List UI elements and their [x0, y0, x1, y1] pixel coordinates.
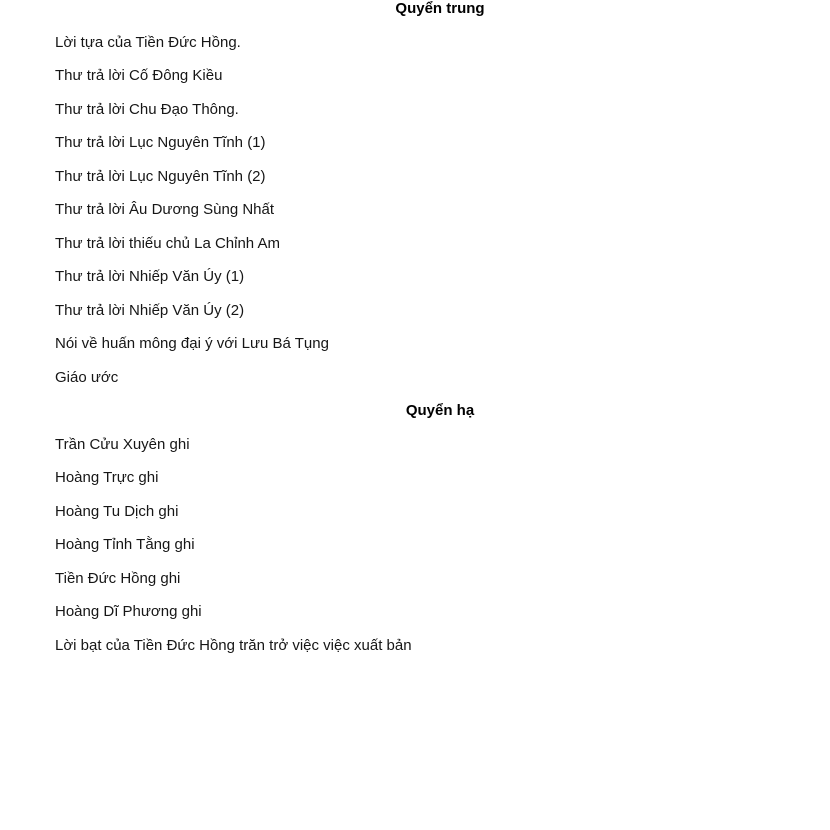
toc-entry: Lời tựa của Tiền Đức Hồng. — [55, 33, 241, 51]
toc-entry: Hoàng Tu Dịch ghi — [55, 502, 179, 520]
toc-entry: Hoàng Trực ghi — [55, 469, 159, 486]
toc-entry: Thư trả lời Âu Dương Sùng Nhất — [55, 201, 275, 218]
toc-entry: Nói về huấn mông đại ý với Lưu Bá Tụng — [55, 335, 329, 352]
toc-entry: Giáo ước — [55, 368, 119, 386]
toc-entry: Thư trả lời Nhiếp Văn Úy (2) — [55, 301, 245, 319]
toc-entry: Thư trả lời Cố Đông Kiều — [55, 67, 223, 84]
toc-entry: Thư trả lời thiếu chủ La Chỉnh Am — [55, 234, 280, 252]
toc-entry: Thư trả lời Chu Đạo Thông. — [55, 100, 239, 118]
toc-entry: Hoàng Dĩ Phương ghi — [55, 603, 202, 620]
toc-entry: Lời bạt của Tiền Đức Hồng trăn trở việc việc xuất bản — [55, 636, 412, 654]
section-title: Quyển hạ — [405, 402, 475, 419]
toc-entry: Tiền Đức Hồng ghi — [55, 569, 181, 587]
toc-entry: Thư trả lời Lục Nguyên Tĩnh (2) — [55, 167, 266, 185]
toc-entry: Trần Cửu Xuyên ghi — [55, 435, 190, 453]
toc-entry: Hoàng Tỉnh Tằng ghi — [55, 536, 195, 553]
toc-entry: Thư trả lời Nhiếp Văn Úy (1) — [55, 268, 245, 285]
section-title: Quyển trung — [395, 0, 485, 17]
toc-entry: Thư trả lời Lục Nguyên Tĩnh (1) — [55, 134, 266, 151]
